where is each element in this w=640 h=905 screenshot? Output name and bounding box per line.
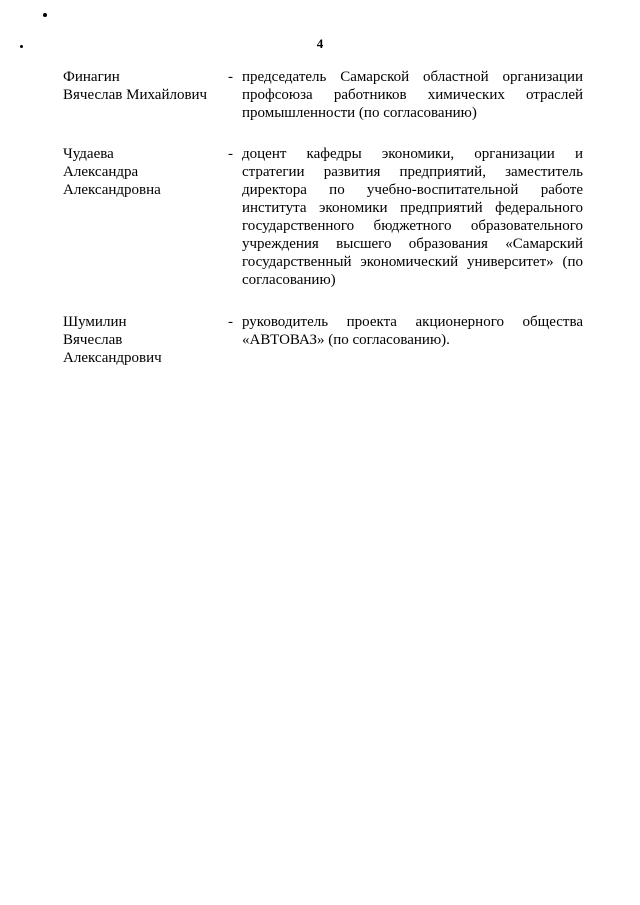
patronymic: Александровна <box>63 182 161 198</box>
page-number: 4 <box>316 36 324 51</box>
member-position: доцент кафедры экономики, организации и стратегии развития предприятий, заместитель директора по учебно-воспитательной работе института экономики предприятий федерального государственного бюджетного образовательного учреждения высшего образования «Самарский государственный экономический университет» (по согласованию) <box>242 146 583 288</box>
member-name <box>63 68 228 104</box>
given-names: Вячеслав Михайлович <box>63 87 208 103</box>
member-position: руководитель проекта акционерного общества «АВТОВАЗ» (по согласованию). <box>242 314 583 348</box>
member-position: председатель Самарской областной организации профсоюза работников химических отраслей промышленности (по согласованию) <box>242 69 583 121</box>
member-entry <box>63 68 583 122</box>
patronymic: Александрович <box>63 350 162 366</box>
members-list <box>63 68 583 367</box>
first-name: Александра <box>63 164 139 180</box>
member-name <box>63 145 228 199</box>
surname: Шумилин <box>63 314 127 330</box>
member-entry <box>63 313 583 367</box>
scan-speck <box>43 13 47 17</box>
dash-separator: - <box>228 146 233 162</box>
surname: Финагин <box>63 69 120 85</box>
first-name: Вячеслав <box>63 332 123 348</box>
dash-separator: - <box>228 314 233 330</box>
member-entry <box>63 145 583 289</box>
surname: Чудаева <box>63 146 114 162</box>
dash-separator: - <box>228 69 233 85</box>
member-name <box>63 313 228 367</box>
